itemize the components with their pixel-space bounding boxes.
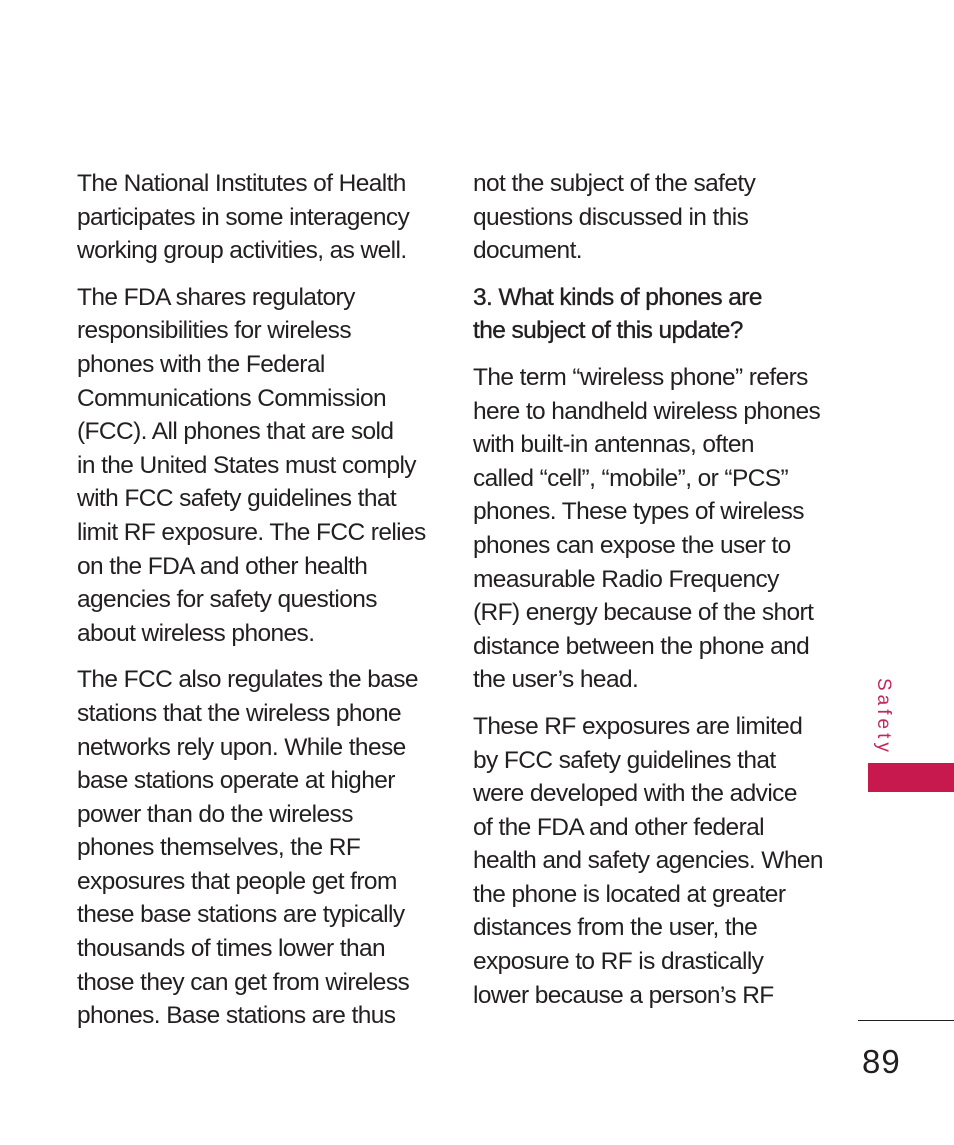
body-paragraph: The term “wireless phone” refers here to handheld wireless phones with built-in antennas, often called “cell”, “mobile”, or “PCS” phones. These types of wireless phones can expose the user to measurable Radio Frequency (RF) energy because of the short distance between the phone and the user’s head. (473, 363, 821, 694)
continued-paragraph: not the subject of the safety questions discussed in this document. (473, 170, 756, 265)
right-column (473, 167, 833, 1025)
section-heading: 3. What kinds of phones are the subject of this update? (473, 283, 762, 345)
section-side-label (868, 678, 898, 758)
body-paragraph: The FDA shares regulatory responsibilities for wireless phones with the Federal Communications Commission (FCC). All phones that are sold in the United States must comply with FCC safety guidelines that limit RF exposure. The FCC relies on the FDA and other health agencies for safety questions about wireless phones. (77, 283, 426, 647)
body-paragraph: The National Institutes of Health participates in some interagency working group activities, as well. (77, 170, 410, 265)
body-paragraph: The FCC also regulates the base stations that the wireless phone networks rely upon. While these base stations operate at higher power than do the wireless phones themselves, the RF exposures that people get from these base stations are typically thousands of times lower than those they can get from wireless phones. Base stations are thus (77, 666, 418, 1030)
left-column (77, 167, 437, 1046)
section-label-text: Safety (873, 678, 894, 756)
body-paragraph: These RF exposures are limited by FCC safety guidelines that were developed with the advice of the FDA and other federal health and safety agencies. When the phone is located at greater distances from the user, the exposure to RF is drastically lower because a person’s RF (473, 712, 823, 1009)
section-tab-marker (868, 763, 954, 792)
footer-divider (858, 1020, 954, 1021)
page-number: 89 (862, 1043, 901, 1080)
